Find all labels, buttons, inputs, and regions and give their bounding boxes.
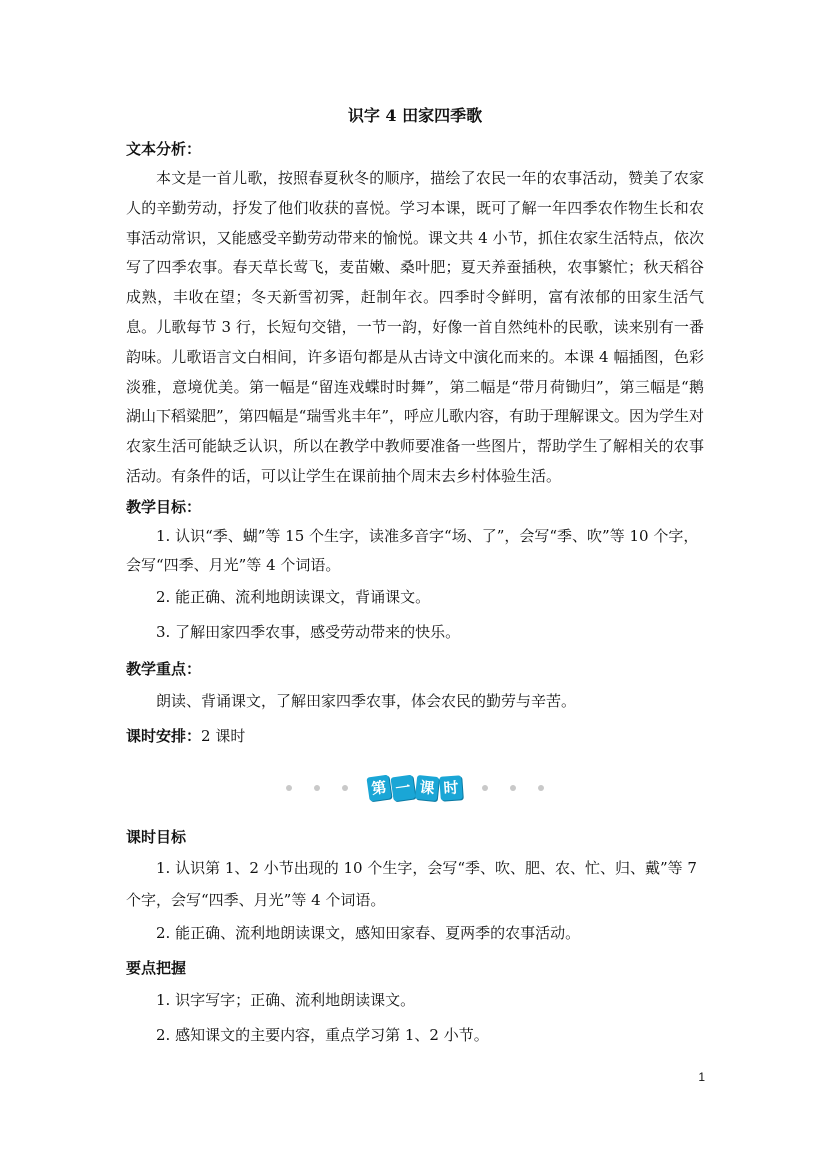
divider-dot [314,785,320,791]
badge-char: 第 [366,774,391,801]
page-number: 1 [698,1070,705,1084]
lesson-goal-item: 2. 能正确、流利地朗读课文，感知田家春、夏两季的农事活动。 [156,923,581,942]
lesson-divider [126,762,704,814]
schedule-label: 课时安排： [126,726,202,745]
badge-char: 一 [390,774,415,801]
divider-dot [538,785,544,791]
badge-char: 时 [439,775,463,800]
badge-char: 课 [415,775,439,801]
document-body [126,98,704,1053]
section-heading-lesson-goals: 课时目标 [126,827,187,846]
text-analysis-paragraph: 本文是一首儿歌，按照春夏秋冬的顺序，描绘了农民一年的农事活动，赞美了农家人的辛勤劳动，抒发了他们收获的喜悦。学习本课，既可了解一年四季农作物生长和农事活动常识，又能感受辛勤劳动带来的愉悦。课文共 4 小节，抓住农家生活特点，依次写了四季农事。春天草长莺飞，麦苗嫩、桑叶肥；夏天养蚕插秧，农事繁忙；秋天稻谷成熟，丰收在望；冬天新雪初霁，赶制年衣。四季时令鲜明，富有浓郁的田家生活气息。儿歌每节 3 行，长短句交错，一节一韵，好像一首自然纯朴的民歌，读来别有一番韵味。儿歌语言文白相间，许多语句都是从古诗文中演化而来的。本课 4 幅插图，色彩淡雅，意境优美。第一幅是“留连戏蝶时时舞”，第二幅是“带月荷锄归”，第三幅是“鹅湖山下稻粱肥”，第四幅是“瑞雪兆丰年”，呼应儿歌内容，有助于理解课文。因为学生对农家生活可能缺乏认识，所以在教学中教师要准备一些图片，帮助学生了解相关的农事活动。有条件的话，可以让学生在课前抽个周末去乡村体验生活。 [126,169,705,485]
teaching-goal-item: 2. 能正确、流利地朗读课文，背诵课文。 [156,587,431,606]
key-grasp-item: 1. 识字写字；正确、流利地朗读课文。 [156,990,416,1009]
section-heading-key-points: 教学重点： [126,659,202,678]
lesson-badge [367,776,463,800]
divider-dot [482,785,488,791]
schedule-value: 2 课时 [201,726,246,745]
teaching-goal-item: 1. 认识“季、蝴”等 15 个生字，读准多音字“场、了”，会写“季、吹”等 10 个字，会写“四季、月光”等 4 个词语。 [126,526,699,574]
schedule-line [126,719,704,754]
divider-dot [342,785,348,791]
lesson-goal-item: 1. 认识第 1、2 小节出现的 10 个生字，会写“季、吹、肥、农、忙、归、戴”等 7 个字，会写“四季、月光”等 4 个词语。 [126,858,697,909]
section-heading-text-analysis: 文本分析： [126,140,202,158]
teaching-goal-item: 3. 了解田家四季农事，感受劳动带来的快乐。 [156,622,461,641]
section-heading-key-grasp: 要点把握 [126,958,187,977]
key-grasp-item: 2. 感知课文的主要内容，重点学习第 1、2 小节。 [156,1025,489,1044]
lesson-title: 识字 4 田家四季歌 [347,106,483,125]
divider-dot [510,785,516,791]
key-points-paragraph: 朗读、背诵课文，了解田家四季农事，体会农民的勤劳与辛苦。 [156,691,577,710]
divider-dot [286,785,292,791]
section-heading-teaching-goals: 教学目标： [126,497,202,516]
